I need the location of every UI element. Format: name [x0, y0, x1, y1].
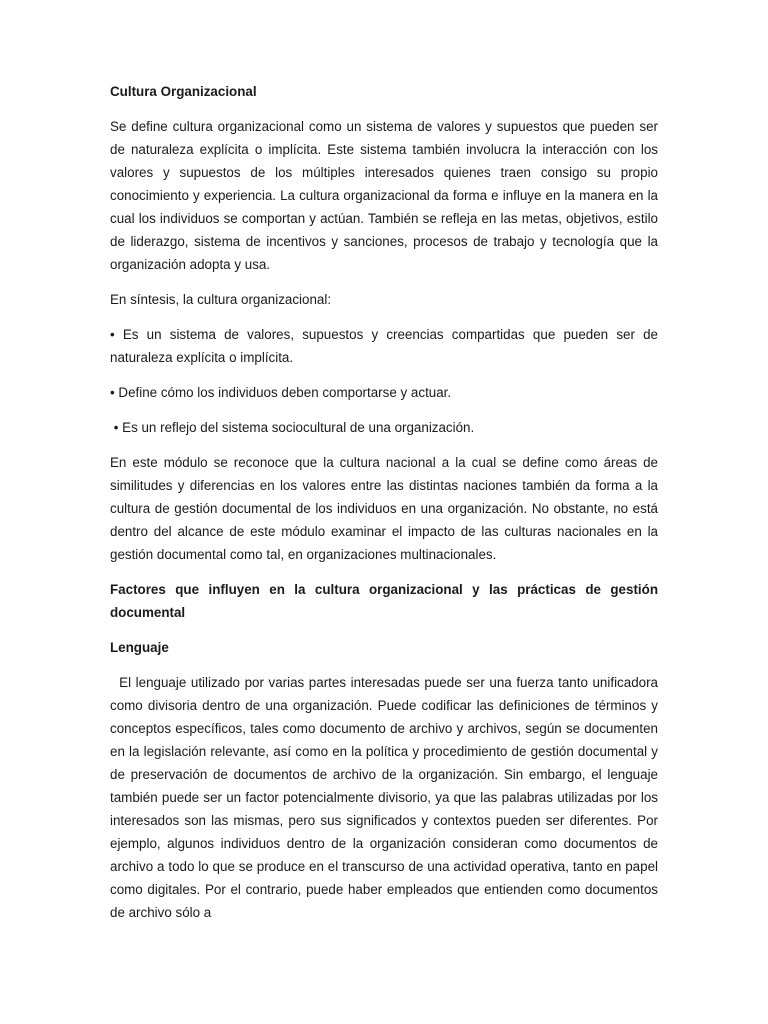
national-culture-paragraph: En este módulo se reconoce que la cultura nacional a la cual se define como áreas de similitudes y diferencias en los valores entre las distintas naciones también da forma a la cultura de gestión documental de los individuos en una organización. No obstante, no está dentro del alcance de este módulo examinar el impacto de las culturas nacionales en la gestión documental como tal, en organizaciones multinacionales.: [110, 455, 658, 562]
summary-lead: En síntesis, la cultura organizacional:: [110, 292, 332, 307]
language-heading: Lenguaje: [110, 640, 169, 655]
factors-heading: Factores que influyen en la cultura organizacional y las prácticas de gestión documental: [110, 582, 658, 620]
document-page: [110, 80, 662, 924]
document-title: Cultura Organizacional: [110, 84, 257, 99]
intro-paragraph: Se define cultura organizacional como un sistema de valores y supuestos que pueden ser de naturaleza explícita o implícita. Este sistema también involucra la interacción con los valores y supuestos de los múltiples interesados quienes traen consigo su propio conocimiento y experiencia. La cultura organizacional da forma e influye en la manera en la cual los individuos se comportan y actúan. También se refleja en las metas, objetivos, estilo de liderazgo, sistema de incentivos y sanciones, procesos de trabajo y tecnología que la organización adopta y usa.: [110, 119, 658, 272]
language-paragraph: El lenguaje utilizado por varias partes interesadas puede ser una fuerza tanto unificadora como divisoria dentro de una organización. Puede codificar las definiciones de términos y conceptos específicos, tales como documento de archivo y archivos, según se documenten en la legislación relevante, así como en la política y procedimiento de gestión documental y de preservación de documentos de archivo de la organización. Sin embargo, el lenguaje también puede ser un factor potencialmente divisorio, ya que las palabras utilizadas por los interesados son las mismas, pero sus significados y contextos pueden ser diferentes. Por ejemplo, algunos individuos dentro de la organización consideran como documentos de archivo a todo lo que se produce en el transcurso de una actividad operativa, tanto en papel como digitales. Por el contrario, puede haber empleados que entienden como documentos de archivo sólo a: [110, 675, 662, 920]
bullet-item-2: • Define cómo los individuos deben comportarse y actuar.: [110, 385, 452, 400]
bullet-item-3: • Es un reflejo del sistema sociocultural de una organización.: [110, 420, 475, 435]
bullet-item-1: • Es un sistema de valores, supuestos y creencias compartidas que pueden ser de naturaleza explícita o implícita.: [110, 327, 658, 365]
